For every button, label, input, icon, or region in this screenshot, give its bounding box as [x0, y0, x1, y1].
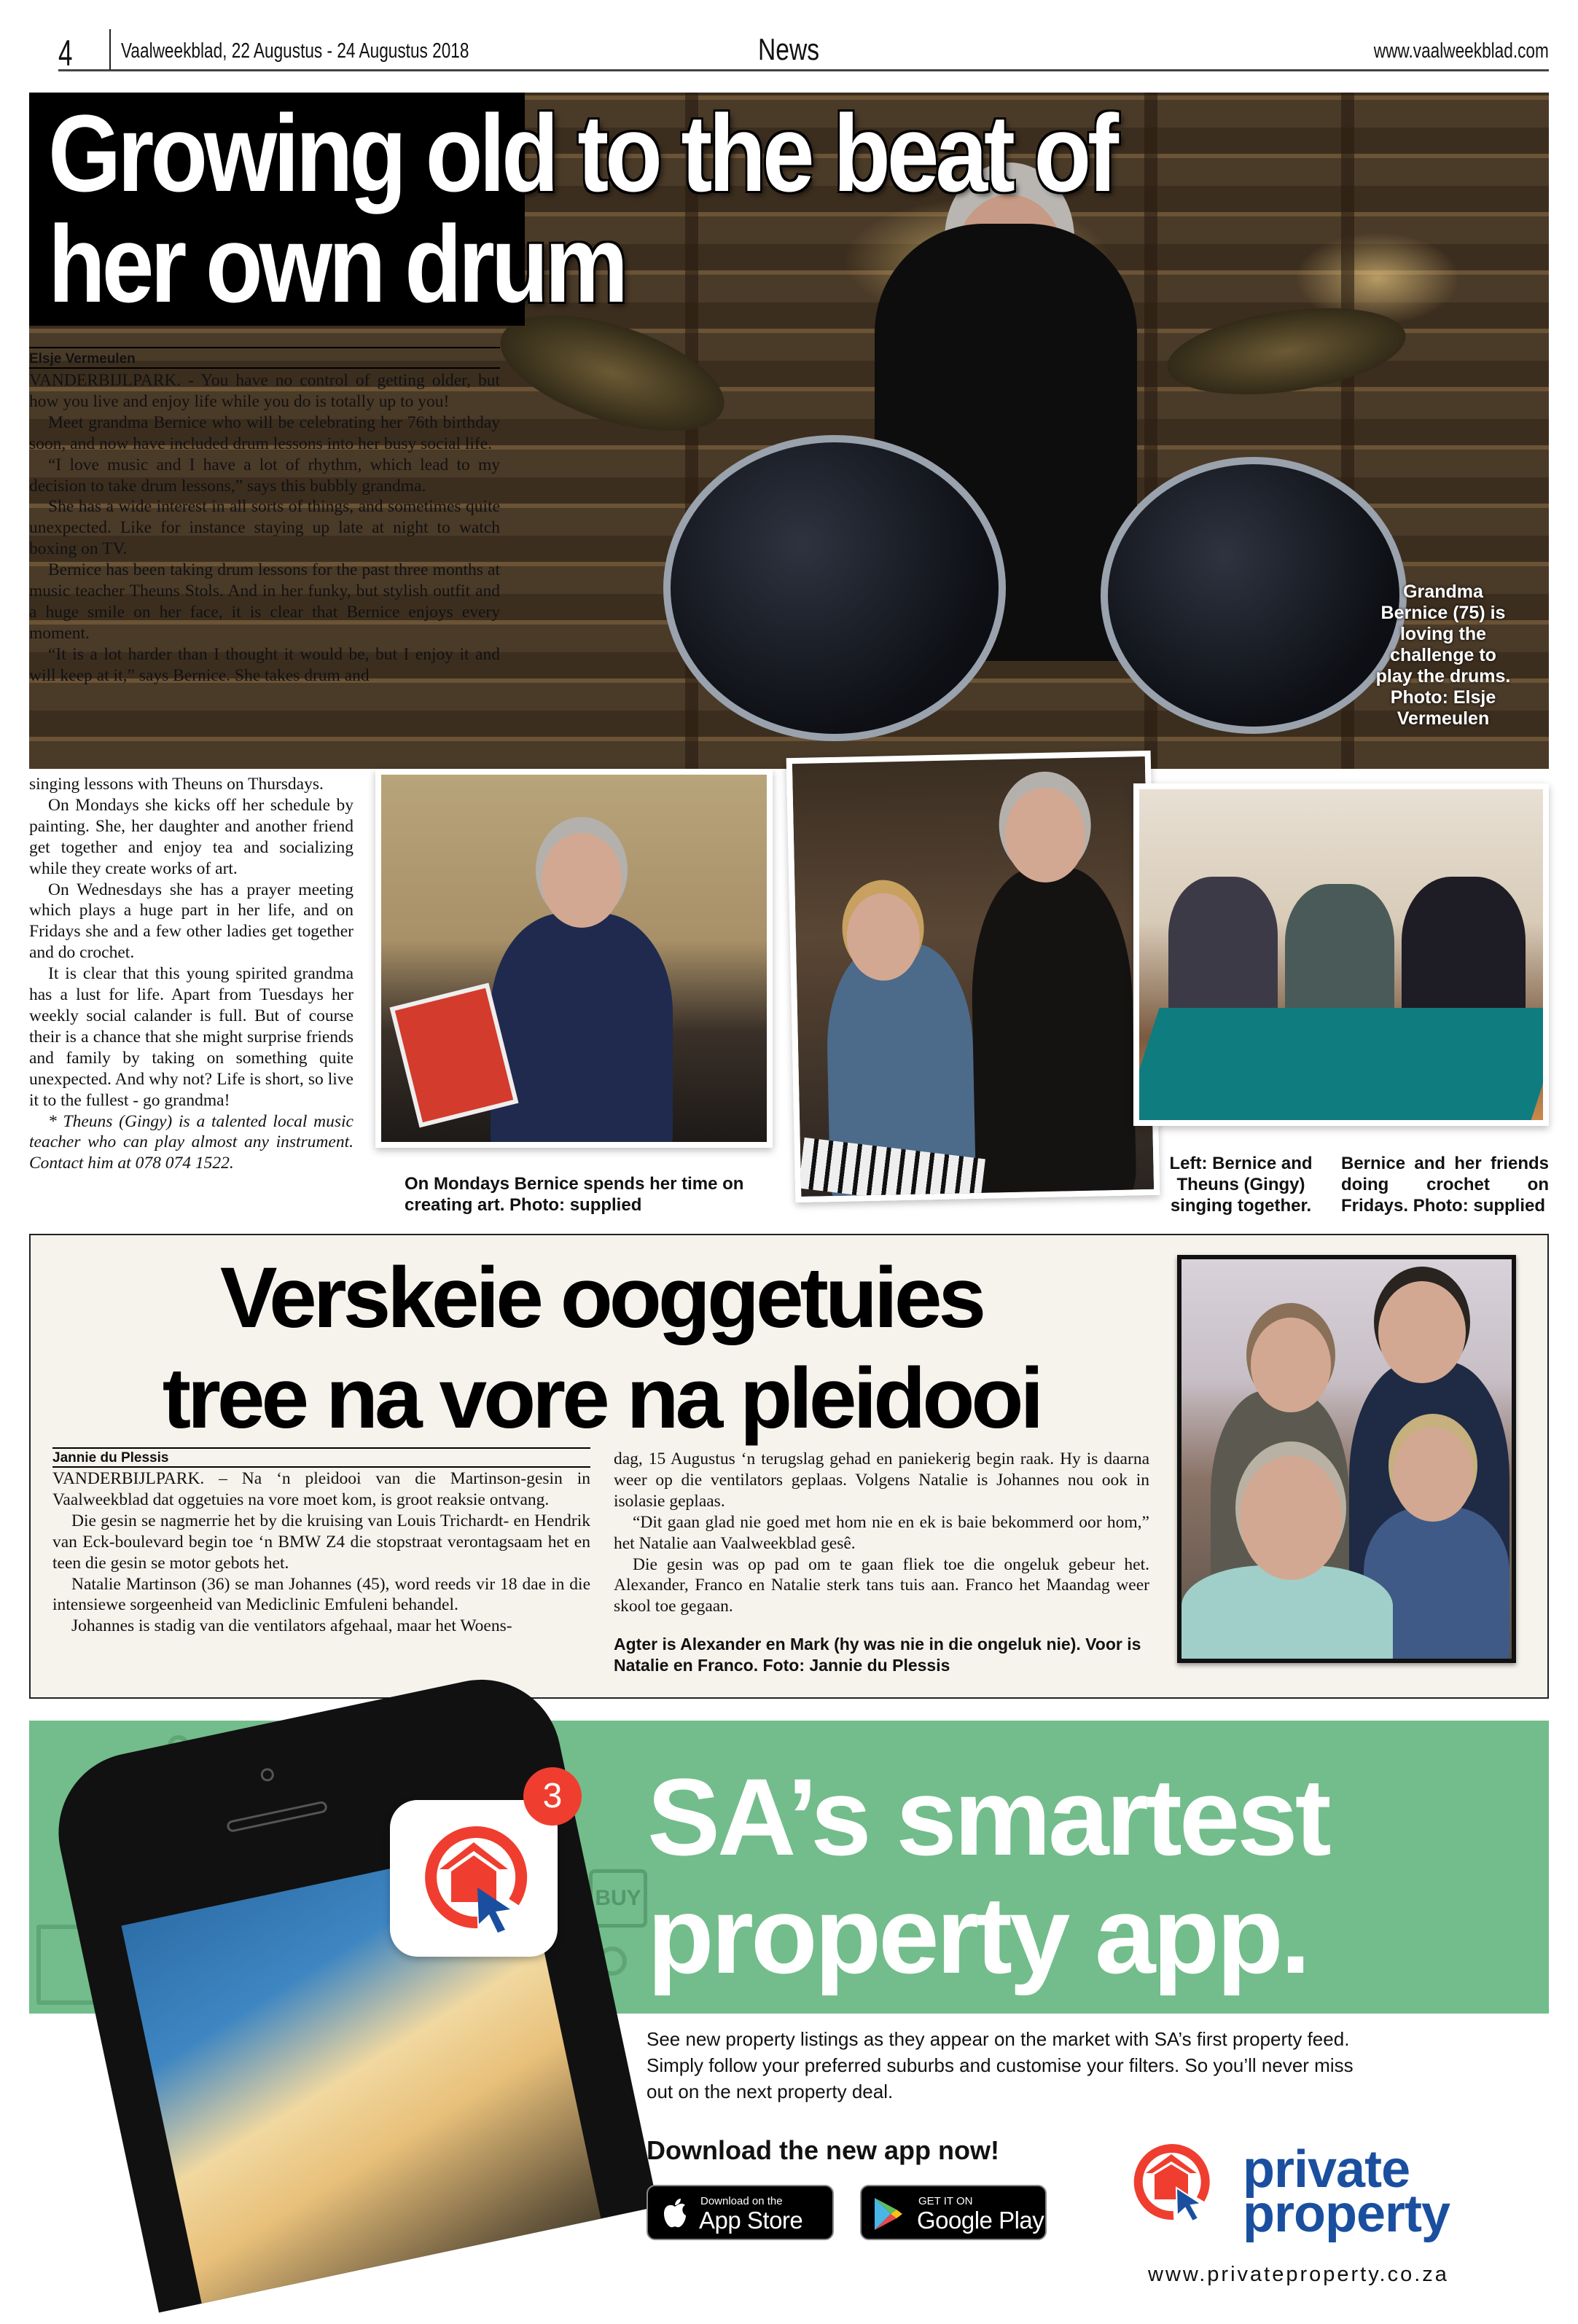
- app-store-button[interactable]: [647, 2185, 834, 2240]
- title-line-1: SA’s smartest: [647, 1756, 1329, 1878]
- paragraph: “Dit gaan glad nie goed met hom nie en ek is baie bekommerd oor hom,” het Natalie aan Vaalweekblad gesê.: [614, 1512, 1149, 1553]
- tom-drum: [1101, 457, 1407, 734]
- figure-head: [542, 833, 622, 928]
- figure-head: [1251, 1318, 1331, 1412]
- brand-word-private: private: [1243, 2140, 1410, 2199]
- figure-natalie: [1181, 1565, 1393, 1663]
- paragraph: Die gesin se nagmerrie het by die kruising van Louis Trichardt- en Hendrik van Eck-boulevard begin toe ‘n BMW Z4 die stopstraat verontagsaam het en teen die gesin se motor gebots het.: [52, 1511, 590, 1573]
- cymbal: [1162, 295, 1411, 408]
- advert-cta: Download the new app now!: [647, 2135, 999, 2165]
- article2-column-2: [614, 1449, 1149, 1617]
- paragraph: Natalie Martinson (36) se man Johannes (45), word reeds vir 18 dae in die intensiewe sorgeenheid van Mediclinic Emfuleni behandel.: [52, 1574, 590, 1615]
- paragraph: “I love music and I have a lot of rhythm, which lead to my decision to take drum lessons,” says this bubbly grandma.: [29, 455, 500, 496]
- contact-note: * Theuns (Gingy) is a talented local music teacher who can play almost any instrument. Contact him at 078 074 1522.: [29, 1111, 354, 1173]
- apple-icon: [663, 2198, 687, 2229]
- app-store-label: App Store: [699, 2207, 803, 2234]
- app-store-small-label: Download on the: [700, 2195, 783, 2207]
- page-number: 4: [58, 33, 73, 74]
- caption-crochet: Bernice and her friends doing crochet on Fridays. Photo: supplied: [1341, 1154, 1549, 1216]
- paragraph: Die gesin was op pad om te gaan fliek toe die ongeluk gebeur het. Alexander, Franco en Natalie sterk tans tuis aan. Franco het Maandag weer skool toe gegaan.: [614, 1554, 1149, 1616]
- figure-bernice: [491, 913, 673, 1148]
- private-property-logo-icon: [1131, 2143, 1211, 2223]
- figure-head: [1393, 1427, 1473, 1522]
- photo-piano: [786, 751, 1160, 1202]
- article1-body-bottom: [29, 774, 354, 1174]
- article1-body-top: [29, 370, 500, 686]
- article2-byline: Jannie du Plessis: [52, 1447, 590, 1468]
- masthead-divider: [109, 29, 111, 70]
- figure-head: [1378, 1281, 1466, 1383]
- publication-date: Vaalweekblad, 22 Augustus - 24 Augustus 2018: [121, 39, 469, 63]
- article1-headline: [48, 92, 1115, 325]
- paragraph: VANDERBIJLPARK. - You have no control of getting older, but how you live and enjoy life while you do is totally up to you!: [29, 371, 500, 411]
- article2-photo-caption: Agter is Alexander en Mark (hy was nie in die ongeluk nie). Voor is Natalie en Franco. Foto: Jannie du Plessis: [614, 1635, 1141, 1675]
- paragraph: VANDERBIJLPARK. – Na ‘n pleidooi van die Martinson-gesin in Vaalweekblad dat oggetuies na vore moet kom, is groot reaksie ontvang.: [52, 1469, 590, 1509]
- google-play-label: Google Play: [917, 2207, 1044, 2234]
- article2-headline: [66, 1248, 1137, 1449]
- article1-byline: Elsje Vermeulen: [29, 347, 500, 369]
- private-property-app-icon: [390, 1800, 558, 1957]
- paragraph: She has a wide interest in all sorts of things, and sometimes quite unexpected. Like for instance staying up late at night to watch boxing on TV.: [29, 497, 500, 559]
- notification-badge: 3: [523, 1767, 582, 1826]
- paragraph: On Wednesdays she has a prayer meeting which plays a huge part in her life, and on Fridays she and a few other ladies get together and do crochet.: [29, 880, 354, 963]
- figure-bernice: [969, 866, 1137, 1202]
- headline-line-2: her own drum: [48, 203, 625, 325]
- section-name: News: [758, 32, 820, 66]
- website-link[interactable]: www.vaalweekblad.com: [1373, 39, 1549, 63]
- paragraph: Meet grandma Bernice who will be celebrating her 76th birthday soon, and now have included drum lessons into her busy social life.: [29, 412, 500, 453]
- photo-family: [1177, 1255, 1516, 1663]
- buy-sign-icon: BUY: [589, 1869, 647, 1928]
- table-runner: [1133, 1008, 1549, 1126]
- advert-title: [647, 1758, 1329, 1994]
- camera-icon: [259, 1767, 275, 1783]
- speaker-icon: [226, 1800, 328, 1833]
- photo-painting: [375, 769, 773, 1148]
- paragraph: On Mondays she kicks off her schedule by painting. She, her daughter and another friend get together and enjoy tea and socializing while they create works of art.: [29, 795, 354, 878]
- hero-photo-caption: Grandma Bernice (75) is loving the challenge to play the drums. Photo: Elsje Vermeulen: [1375, 582, 1511, 729]
- headline-line-1: Verskeie ooggetuies: [219, 1250, 983, 1346]
- google-play-button[interactable]: [860, 2185, 1047, 2240]
- headline-line-2: tree na vore na pleidooi: [162, 1350, 1041, 1447]
- paragraph: singing lessons with Theuns on Thursdays.: [29, 775, 324, 794]
- caption-piano: Left: Bernice and Theuns (Gingy) singing together.: [1169, 1154, 1313, 1216]
- paragraph: Bernice has been taking drum lessons for the past three months at music teacher Theuns Stols. And in her funky, but stylish outfit and a huge smile on her face, it is clear that Bernice enjoys every moment.: [29, 560, 500, 643]
- title-line-2: property app.: [647, 1874, 1308, 1996]
- house-cursor-logo-icon: [390, 1800, 558, 1957]
- figure-friend: [1168, 877, 1278, 1022]
- brand-website-link[interactable]: www.privateproperty.co.za: [1148, 2263, 1449, 2286]
- caption-art: On Mondays Bernice spends her time on creating art. Photo: supplied: [405, 1174, 744, 1215]
- headline-line-1: Growing old to the beat of: [48, 92, 1115, 214]
- masthead: [58, 29, 1549, 74]
- photo-crochet: [1133, 783, 1549, 1126]
- paragraph: dag, 15 Augustus ‘n terugslag gehad en paniekerig begin raak. Hy is daarna weer op die ventilators geplaas. Volgens Natalie is Johannes nou ook in isolasie geplaas.: [614, 1449, 1149, 1511]
- paragraph: “It is a lot harder than I thought it would be, but I enjoy it and will keep at it,” says Bernice. She takes drum and: [29, 644, 500, 685]
- article2-column-1: [52, 1468, 590, 1637]
- play-triangle-icon: [873, 2196, 904, 2231]
- tom-drum: [663, 435, 1006, 741]
- advert-description: See new property listings as they appear on the market with SA’s first property feed. Simply follow your preferred suburbs and customise your filters. So you’ll never miss out on the next property deal.: [647, 2028, 1354, 2102]
- google-play-small-label: GET IT ON: [918, 2195, 973, 2207]
- paragraph: It is clear that this young spirited grandma has a lust for life. Apart from Tuesdays her weekly social calander is full. But of course their is a chance that she might surprise friends and family by taking on something quite unexpected. And why not? Life is short, so live it to the fullest - go grandma!: [29, 964, 354, 1110]
- paragraph: Johannes is stadig van die ventilators afgehaal, maar het Woens-: [71, 1616, 512, 1636]
- figure-head: [1240, 1456, 1342, 1580]
- brand-word-property: property: [1243, 2185, 1450, 2243]
